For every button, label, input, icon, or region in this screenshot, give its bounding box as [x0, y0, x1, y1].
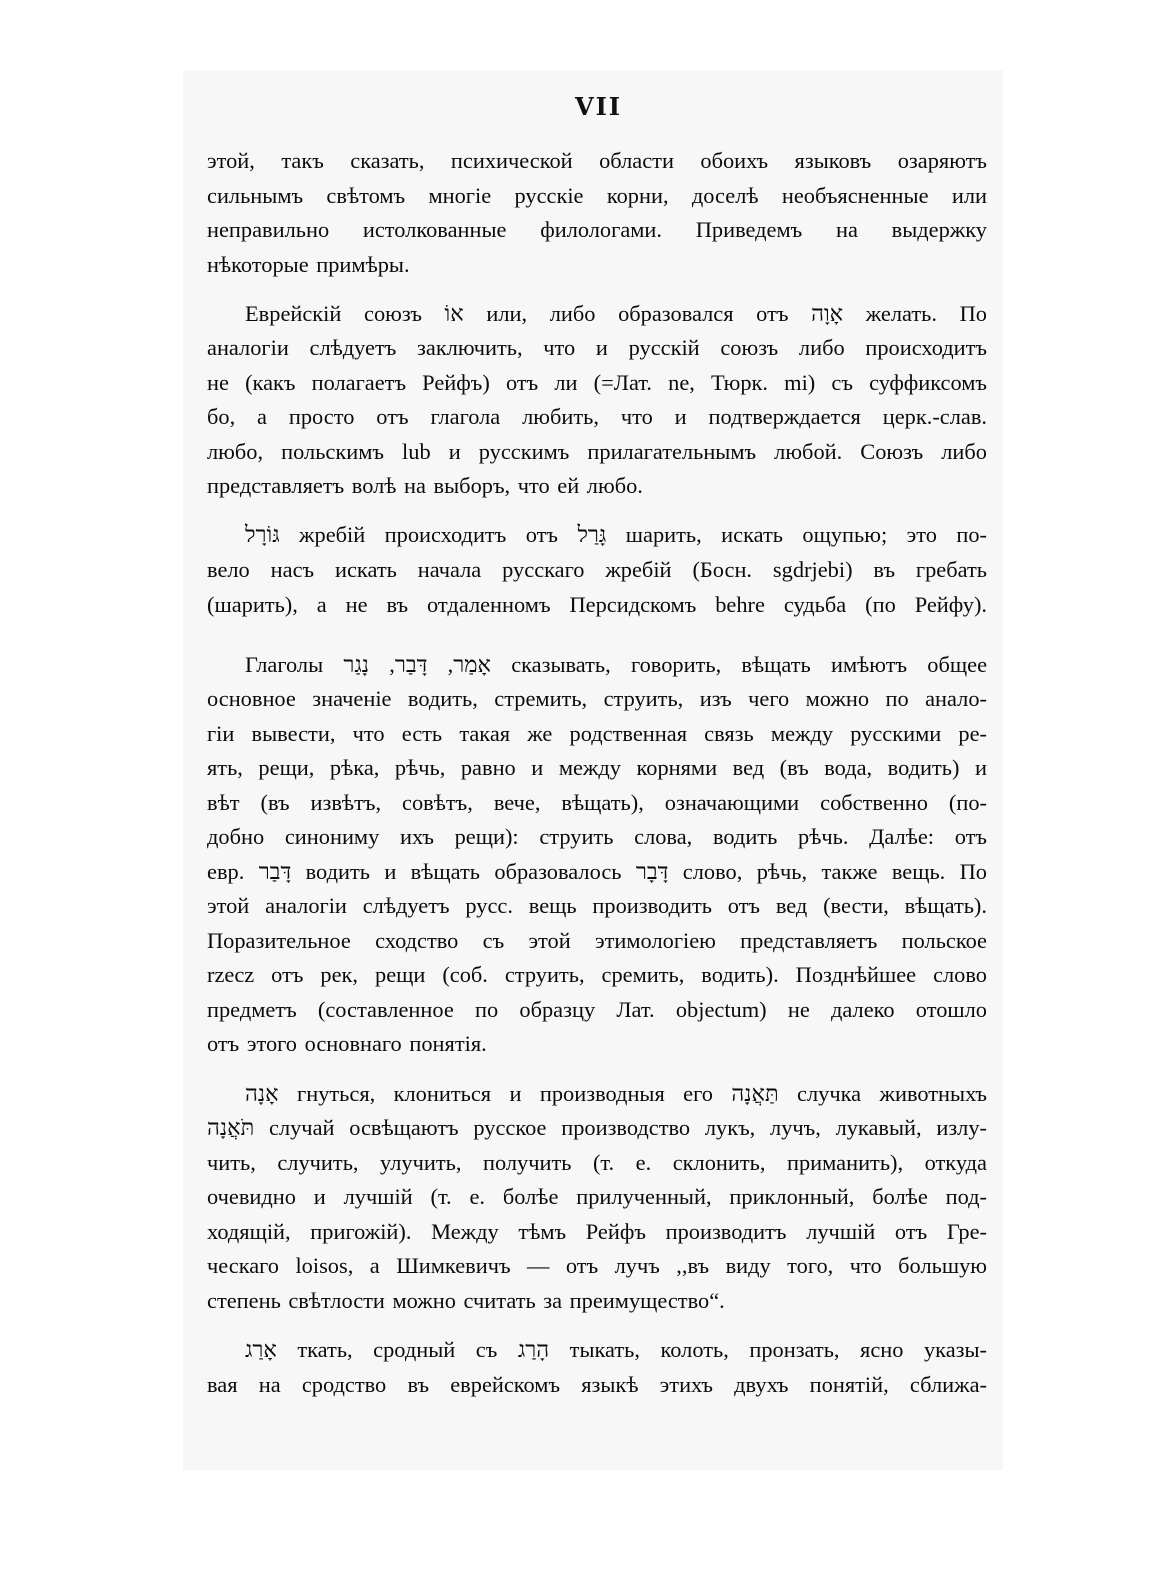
text-line: ческаго loisos, а Шимкевичъ — отъ лучъ ,,въ виду того, что большую [207, 1253, 987, 1278]
text-line: чить, случить, улучить, получить (т. е. склонить, приманить), откуда [207, 1150, 987, 1175]
text-line: Глаголы אָמַר, דָּבַר, נָגַר сказывать, говорить, вѣщать имѣютъ общее [245, 652, 987, 677]
text-line: אָרַג ткать, сродный съ הָרַג тыкать, колоть, пронзать, ясно указы- [245, 1337, 987, 1362]
text-line: Еврейскій союзъ אוֹ или, либо образовался отъ אָוָה желать. По [245, 301, 987, 326]
text-line: rzecz отъ рек, рещи (соб. струить, сремить, водить). Позднѣйшее слово [207, 962, 987, 987]
text-line: ять, рещи, рѣка, рѣчь, равно и между корнями вед (въ вода, водить) и [207, 755, 987, 780]
text-line: תֹּאֲנָה случай освѣщаютъ русское производство лукъ, лучъ, лукавый, излу- [207, 1115, 987, 1140]
text-line: очевидно и лучшій (т. е. болѣе прилученный, приклонный, болѣе под- [207, 1184, 987, 1209]
text-line: неправильно истолкованные филологами. Приведемъ на выдержку [207, 217, 987, 242]
text-line: сильнымъ свѣтомъ многіе русскіе корни, доселѣ необъясненные или [207, 183, 987, 208]
text-line: этой, такъ сказать, психической области обоихъ языковъ озаряютъ [207, 148, 987, 173]
text-line: добно синониму ихъ рещи): струить слова, водить рѣчь. Далѣе: отъ [207, 824, 987, 849]
text-line: аналогіи слѣдуетъ заключить, что и русскій союзъ либо происходитъ [207, 335, 987, 360]
text-line: отъ этого основнаго понятія. [207, 1031, 487, 1056]
text-line: не (какъ полагаетъ Рейфъ) отъ ли (=Лат. ne, Тюрк. mi) съ суффиксомъ [207, 370, 987, 395]
text-line: предметъ (составленное по образцу Лат. objectum) не далеко отошло [207, 997, 987, 1022]
text-line: бо, а просто отъ глагола любить, что и подтверждается церк.-слав. [207, 404, 987, 429]
text-line: этой аналогіи слѣдуетъ русс. вещь производить отъ вед (вести, вѣщать). [207, 893, 987, 918]
text-line: вая на сродство въ еврейскомъ языкѣ этихъ двухъ понятій, сближа- [207, 1372, 987, 1397]
text-line: вело насъ искать начала русскаго жребій (Босн. sgdrjebi) въ гребать [207, 557, 987, 582]
text-line: ходящій, пригожій). Между тѣмъ Рейфъ производитъ лучшій отъ Гре- [207, 1219, 987, 1244]
text-line: представляетъ волѣ на выборъ, что ей любо. [207, 473, 643, 498]
text-line: גּוֹרָל жребій происходитъ отъ גָּרַל шарить, искать ощупью; это по- [245, 522, 987, 547]
text-line: любо, польскимъ lub и русскимъ прилагательнымъ любой. Союзъ либо [207, 439, 987, 464]
text-line: (шарить), а не въ отдаленномъ Персидскомъ behre судьба (по Рейфу). [207, 592, 987, 617]
text-line: евр. דָּבַר водить и вѣщать образовалось דָּבָר слово, рѣчь, также вещь. По [207, 859, 987, 884]
text-line: основное значеніе водить, стремить, струить, изъ чего можно по анало- [207, 686, 987, 711]
text-line: אָנָה гнуться, клониться и производныя его תַּאֲנָה случка животныхъ [245, 1081, 987, 1106]
page-number: VII [574, 92, 623, 121]
text-line: вѣт (въ извѣтъ, совѣтъ, вече, вѣщать), означающими собственно (по- [207, 790, 987, 815]
text-line: гіи вывести, что есть такая же родственная связь между русскими ре- [207, 721, 987, 746]
text-line: Поразительное сходство съ этой этимологіею представляетъ польское [207, 928, 987, 953]
text-line: нѣкоторые примѣры. [207, 252, 410, 277]
text-line: степень свѣтлости можно считать за преимущество“. [207, 1288, 725, 1313]
